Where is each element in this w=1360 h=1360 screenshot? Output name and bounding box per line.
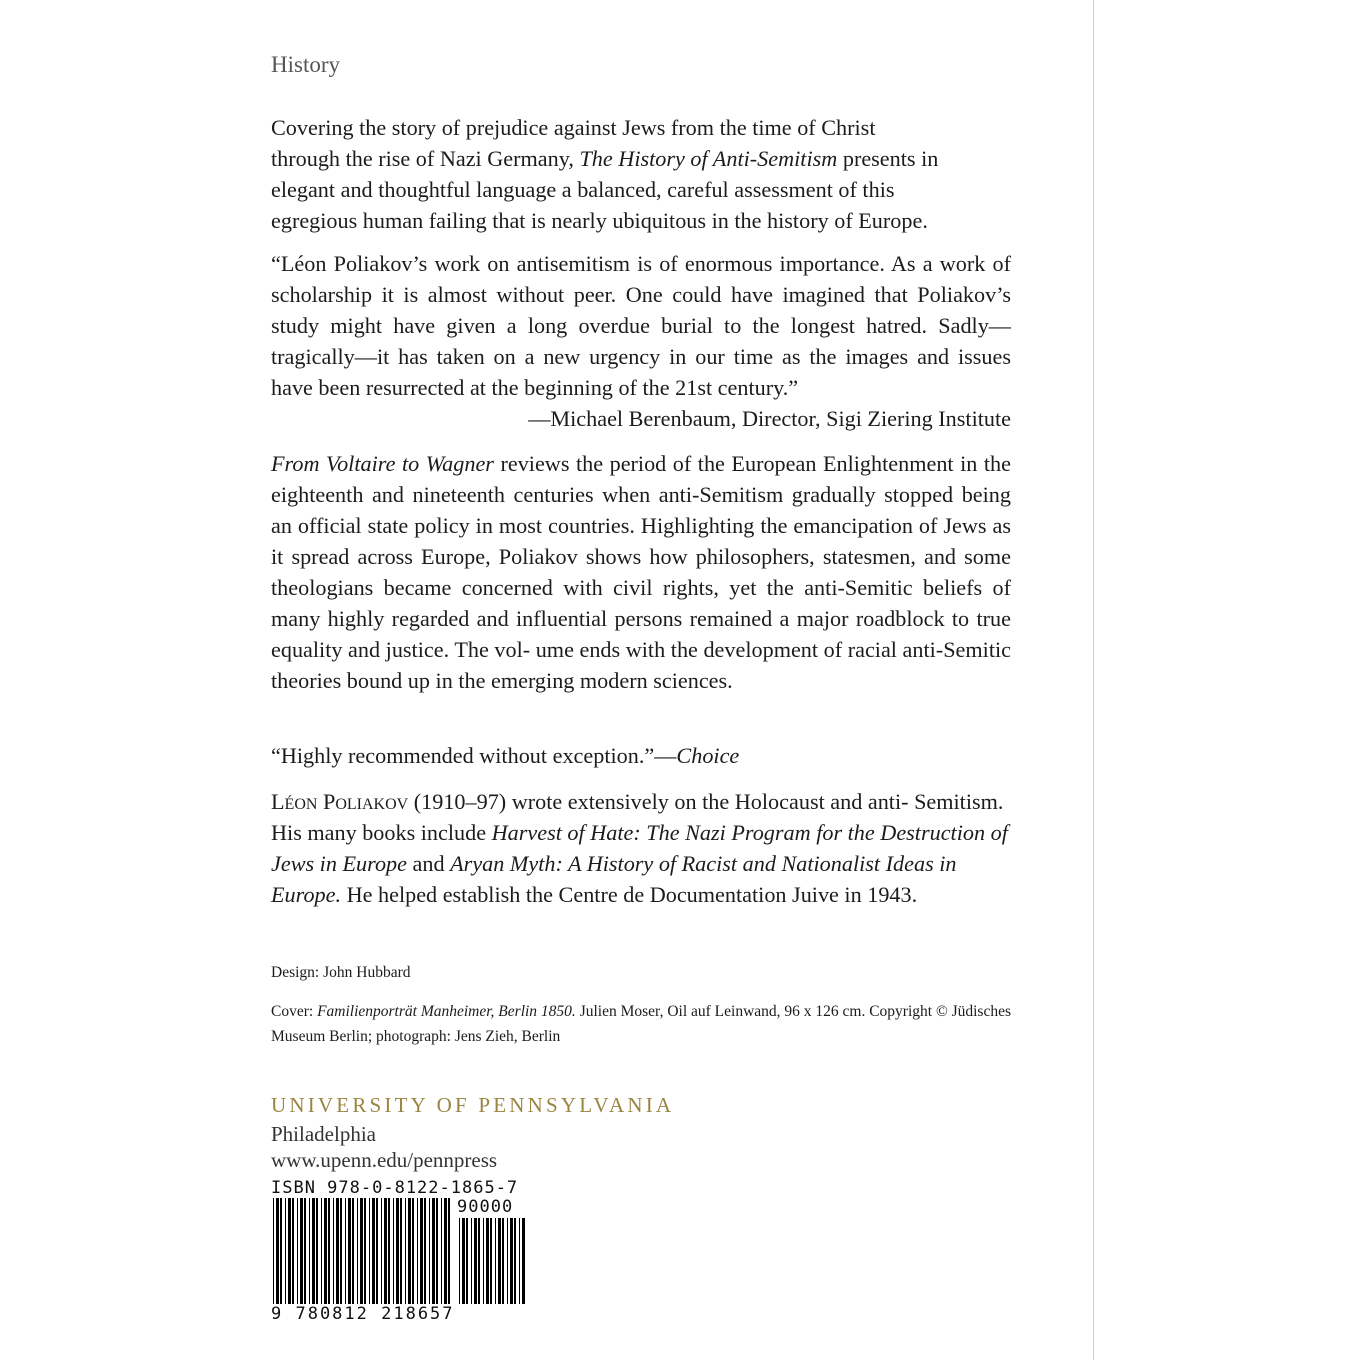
cover-credit xyxy=(271,999,1011,1049)
review-quote xyxy=(271,248,1011,434)
short-review xyxy=(271,740,1011,771)
volume-paragraph xyxy=(271,448,1011,696)
publisher-name: UNIVERSITY OF PENNSYLVANIA xyxy=(271,1093,675,1117)
barcode-addon-digits: 90000 xyxy=(457,1197,514,1217)
volume-text: reviews the period of the European Enlightenment in the eighteenth and nineteenth centuries when anti-Semitism gradually stopped being an official state policy in most countries. Highlighting the emancipation of Jews as it spread across Europe, Poliakov shows how philosophers, statesmen, and some theologians became concerned with civil rights, yet the anti-Semitic beliefs of many highly regarded and influential persons remained a major roadblock to true equality and justice. The vol- ume ends with the development of racial anti-Semitic theories bound up in the emerging modern sciences. xyxy=(271,451,1011,693)
spine-edge-line xyxy=(1093,0,1094,1360)
volume-title: From Voltaire to Wagner xyxy=(271,451,494,476)
quote-text: “Léon Poliakov’s work on antisemitism is of enormous importance. As a work of scholarship it is almost without peer. One could have imagined that Poliakov’s study might have given a long overdue burial to the longest hatred. Sadly—tragically—it has taken on a new urgency in our time as the images and issues have been resurrected at the beginning of the 21st century.” xyxy=(271,251,1011,400)
quote-attribution: —Michael Berenbaum, Director, Sigi Ziering Institute xyxy=(528,406,1011,431)
publisher-city: Philadelphia xyxy=(271,1122,376,1146)
isbn-label: ISBN 978-0-8122-1865-7 xyxy=(271,1178,519,1198)
category-label: History xyxy=(271,52,340,77)
short-review-text: “Highly recommended without exception.”— xyxy=(271,743,677,768)
cover-credit-label: Cover: xyxy=(271,1003,318,1020)
description-line: egregious human failing that is nearly ubiquitous in the history of Europe. xyxy=(271,208,928,233)
description-line: presents in xyxy=(837,146,939,171)
barcode-icon xyxy=(271,1198,455,1304)
book-title: The History of Anti-Semitism xyxy=(579,146,838,171)
author-bio xyxy=(271,786,1011,910)
bio-text: He helped establish the Centre de Documentation Juive in 1943. xyxy=(341,882,918,907)
description-line: elegant and thoughtful language a balanced, careful assessment of this xyxy=(271,177,895,202)
bio-text: (1910–97) wrote extensively on the Holocaust and anti- Semitism. His many books include xyxy=(271,789,1004,845)
description-paragraph xyxy=(271,112,1011,236)
cover-artwork-title: Familienporträt Manheimer, Berlin 1850. xyxy=(317,1003,576,1020)
publisher-url: www.upenn.edu/pennpress xyxy=(271,1148,498,1172)
bio-book-title: Harvest of Hate: The Nazi Program for the Destruction of Jews in Europe xyxy=(271,820,1008,876)
cover-credit-text: Julien Moser, Oil auf Leinwand, 96 x 126 cm. Copyright © Jüdisches Museum Berlin; photograph: Jens Zieh, Berlin xyxy=(271,1003,1012,1045)
short-review-source: Choice xyxy=(676,743,740,768)
barcode-addon-icon xyxy=(457,1218,527,1304)
barcode-digits: 9 780812 218657 xyxy=(271,1304,455,1324)
bio-text: and xyxy=(406,851,451,876)
bio-book-title: Aryan Myth: A History of Racist and Nationalist Ideas in Europe. xyxy=(271,851,957,907)
author-name: Léon Poliakov xyxy=(271,789,409,814)
description-line: through the rise of Nazi Germany, xyxy=(271,146,580,171)
design-credit: Design: John Hubbard xyxy=(271,964,411,981)
description-line: Covering the story of prejudice against Jews from the time of Christ xyxy=(271,115,876,140)
